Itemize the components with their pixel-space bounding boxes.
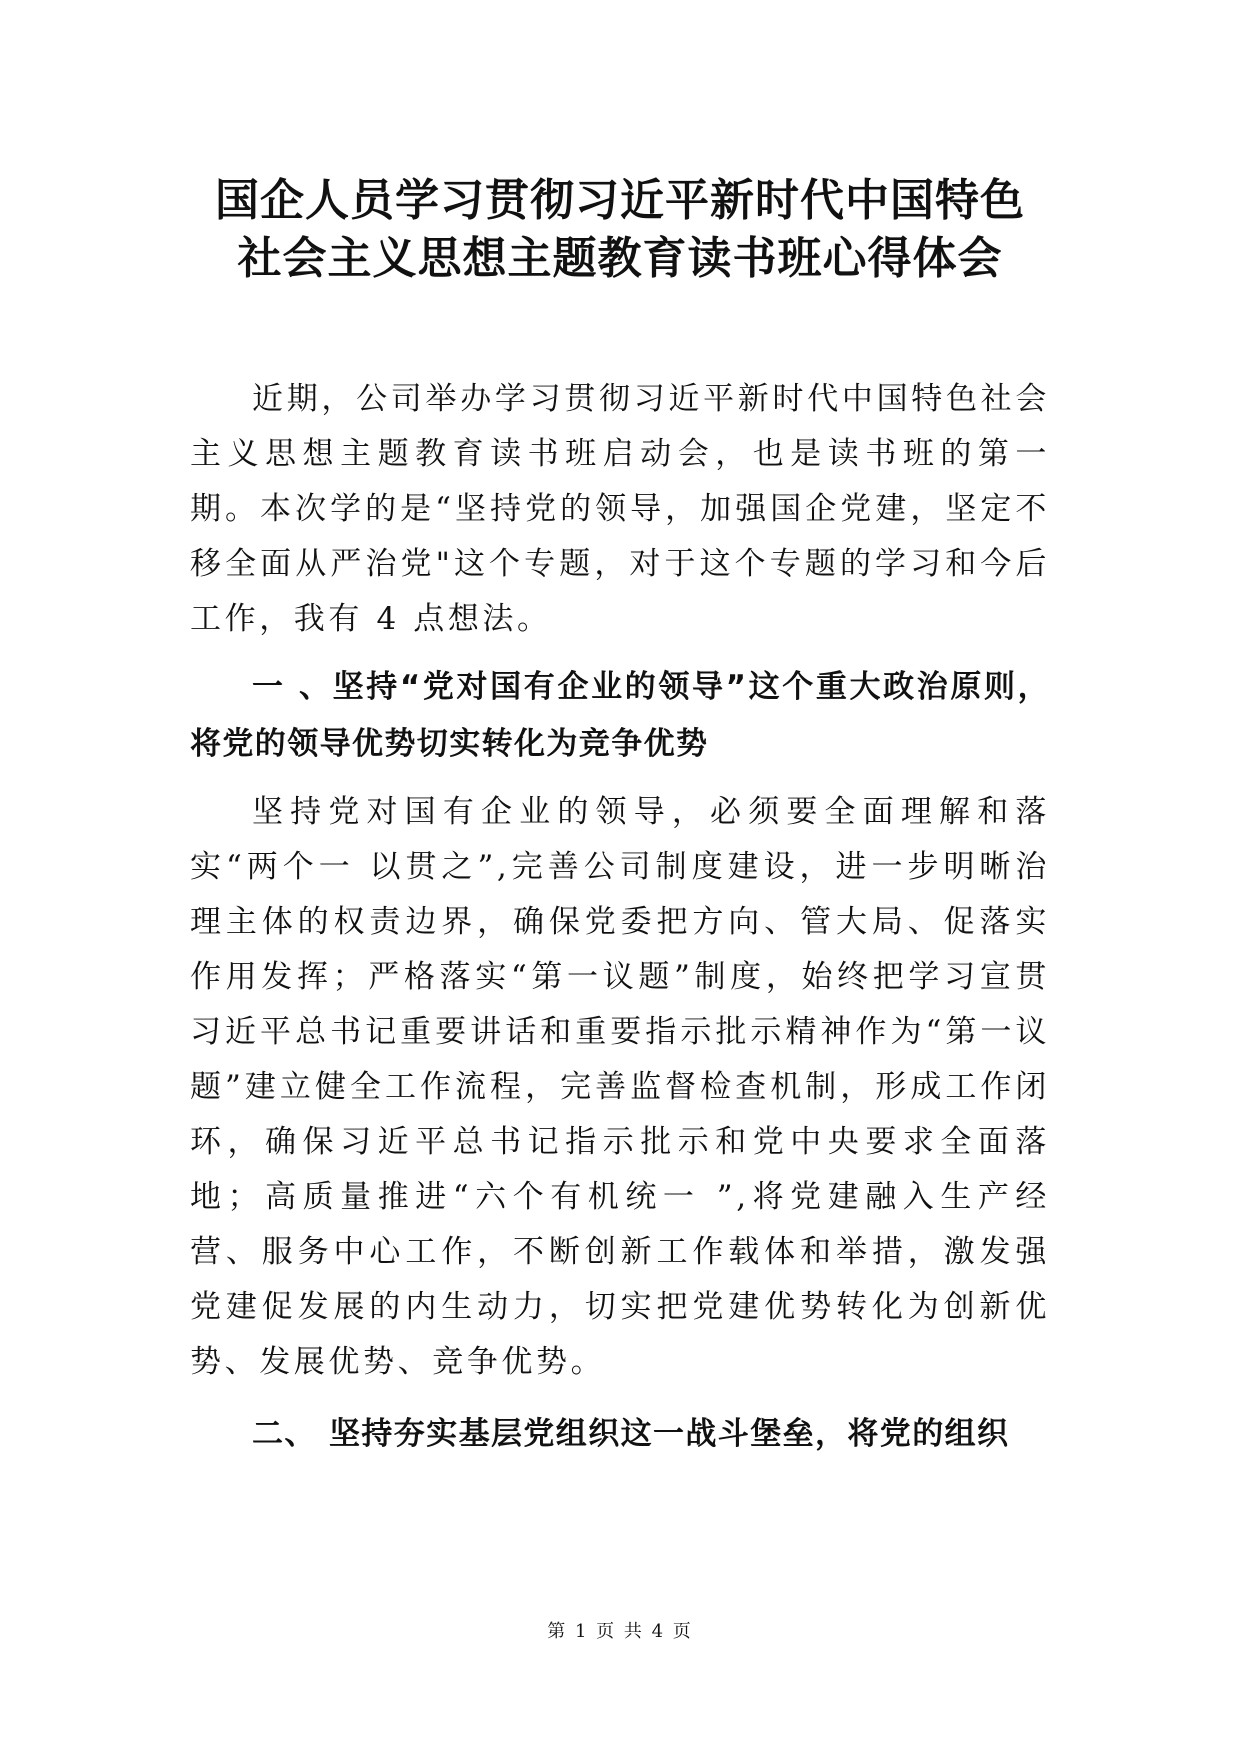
document-title bbox=[150, 172, 1090, 288]
document-body bbox=[190, 372, 1050, 1463]
page-number-footer: 第 1 页 共 4 页 bbox=[547, 1621, 693, 1642]
intro-paragraph: 近期，公司举办学习贯彻习近平新时代中国特色社会主义思想主题教育读书班启动会，也是读书班的第一期。本次学的是“坚持党的领导，加强国企党建，坚定不移全面从严治党"这个专题，对于这个专题的学习和今后工作，我有 4 点想法。 bbox=[190, 381, 1050, 637]
section-1-paragraph: 坚持党对国有企业的领导，必须要全面理解和落实“两个一 以贯之”,完善公司制度建设，进一步明晰治理主体的权责边界，确保党委把方向、管大局、促落实作用发挥；严格落实“第一议题”制度，始终把学习宣贯习近平总书记重要讲话和重要指示批示精神作为“第一议题”建立健全工作流程，完善监督检查机制，形成工作闭环，确保习近平总书记指示批示和党中央要求全面落地；高质量推进“六个有机统一 ”,将党建融入生产经营、服务中心工作，不断创新工作载体和举措，激发强党建促发展的内生动力，切实把党建优势转化为创新优势、发展优势、竞争优势。 bbox=[190, 794, 1050, 1380]
title-line-1: 国企人员学习贯彻习近平新时代中国特色 bbox=[215, 175, 1025, 226]
title-line-2: 社会主义思想主题教育读书班心得体会 bbox=[237, 233, 1003, 284]
section-2-heading: 二、 坚持夯实基层党组织这一战斗堡垒，将党的组织 bbox=[252, 1416, 1010, 1452]
section-1-heading: 一 、坚持“党对国有企业的领导”这个重大政治原则，将党的领导优势切实转化为竞争优势 bbox=[190, 669, 1050, 762]
